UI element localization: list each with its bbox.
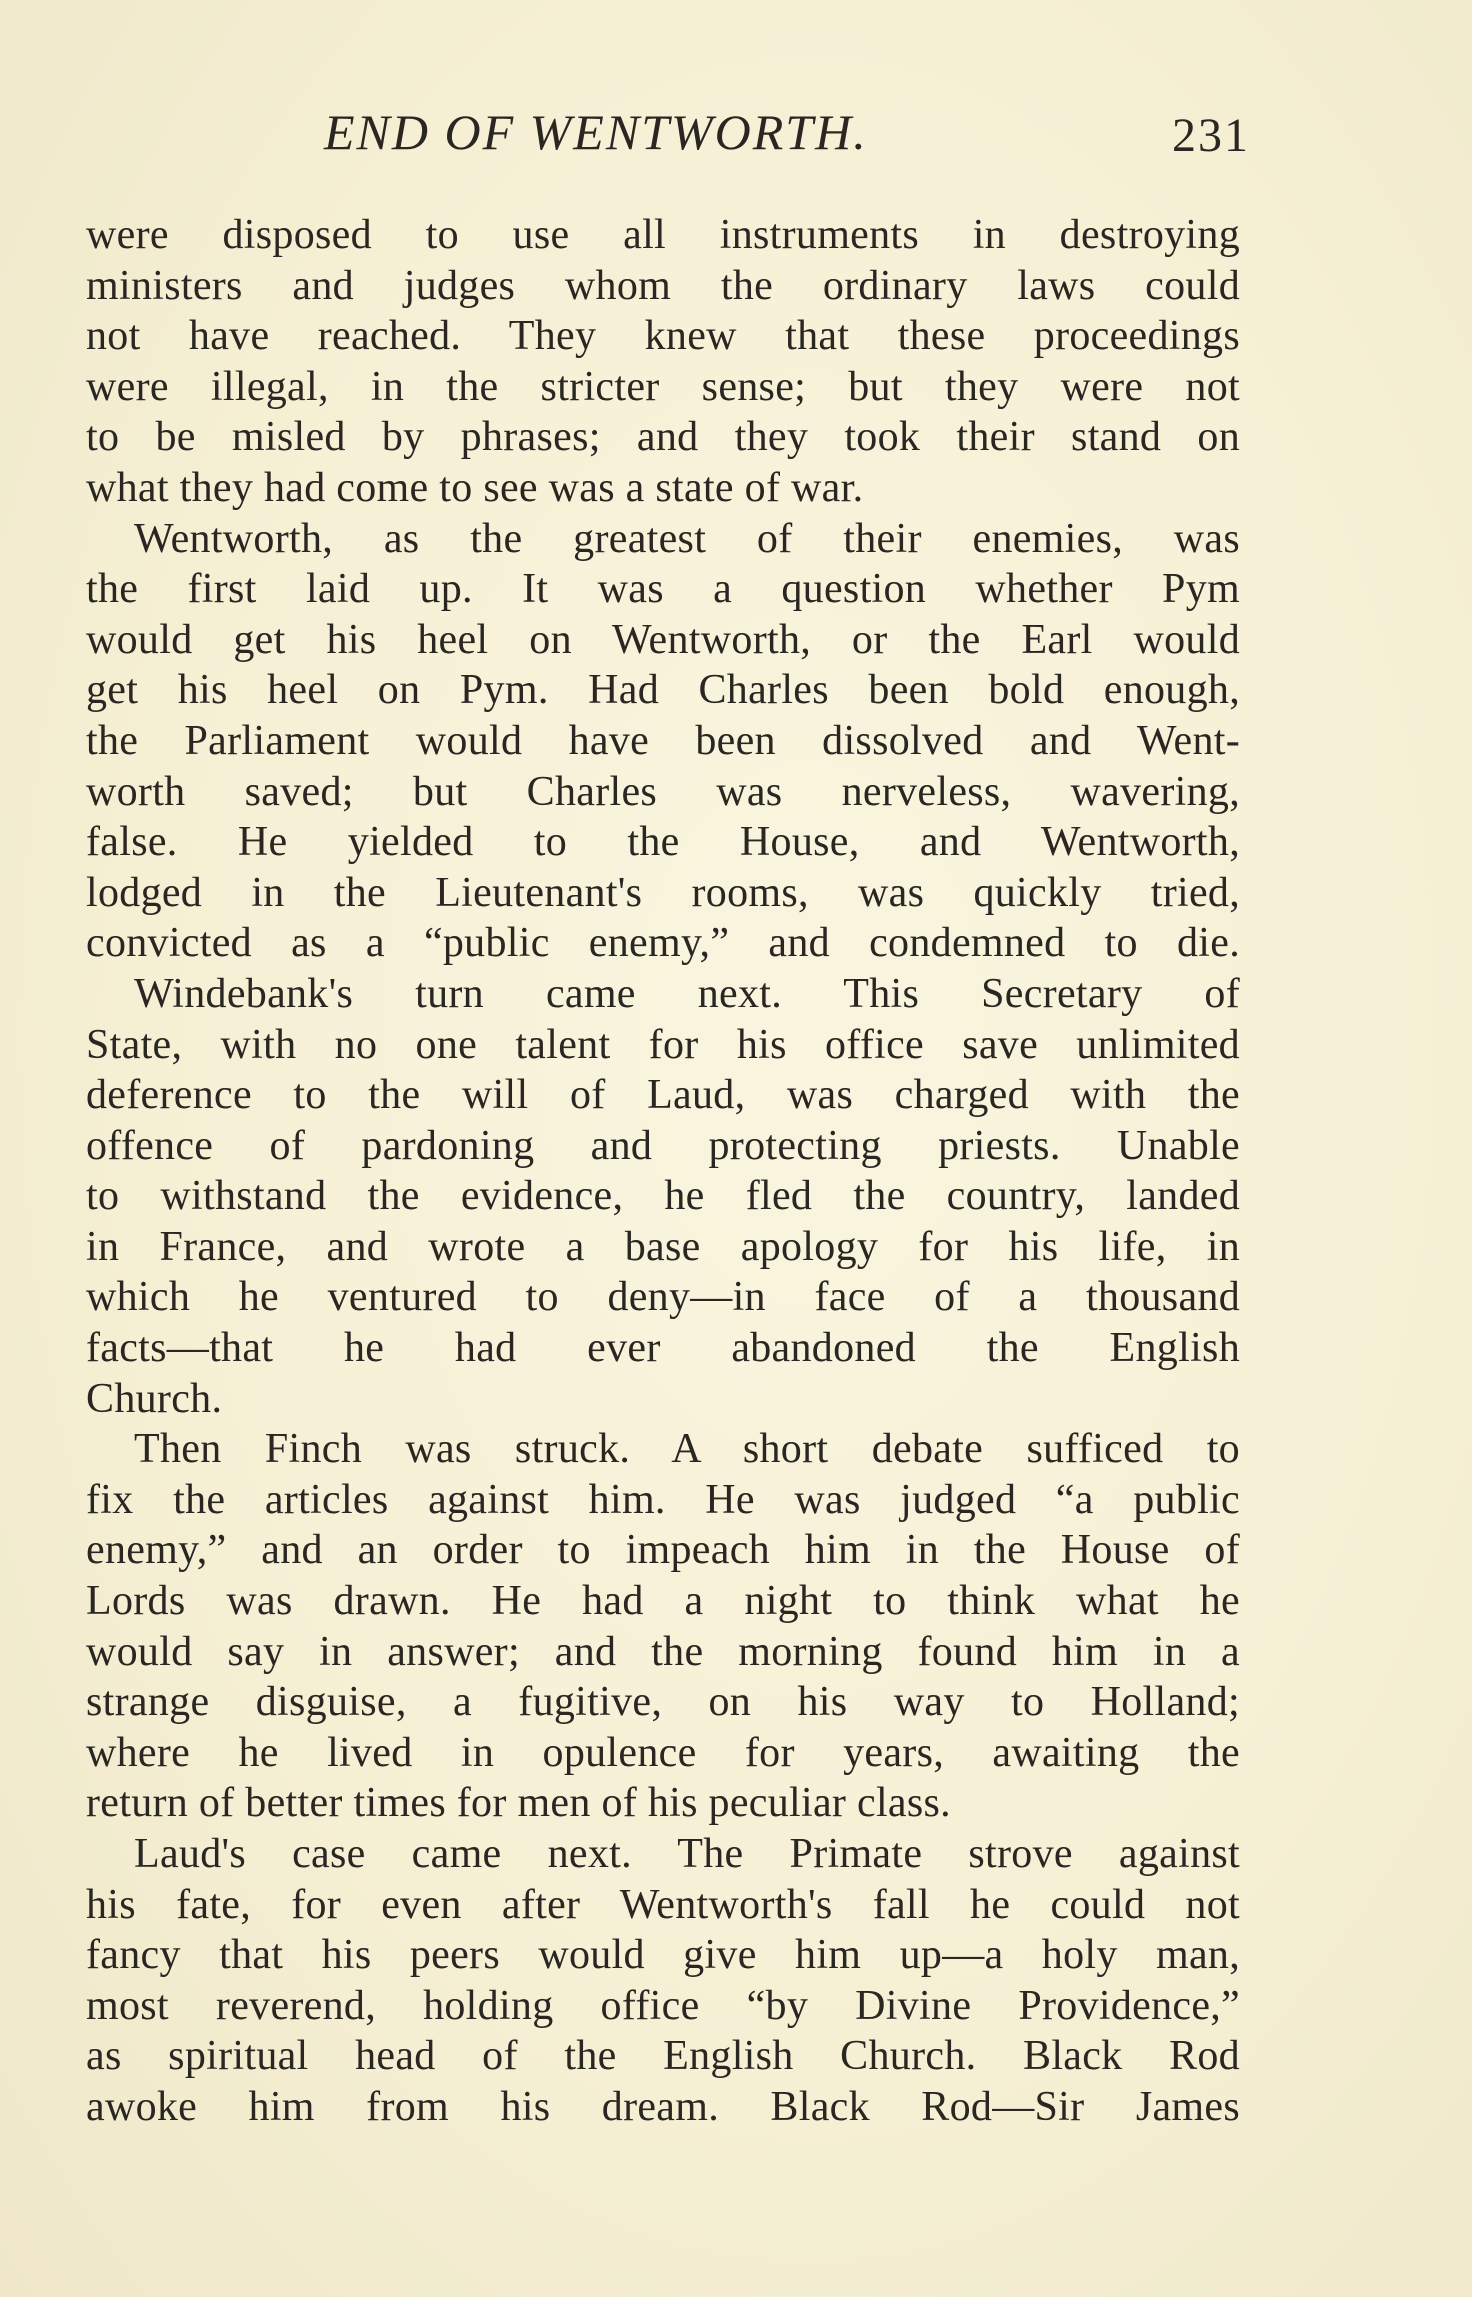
text-line: would say in answer; and the morning found him in a (86, 1628, 1240, 1675)
text-line: awoke him from his dream. Black Rod—Sir James (86, 2083, 1240, 2130)
text-line: where he lived in opulence for years, awaiting the (86, 1729, 1240, 1776)
running-title: END OF WENTWORTH. (324, 104, 868, 160)
text-line: return of better times for men of his peculiar class. (86, 1780, 951, 1827)
text-line: State, with no one talent for his office save unlimited (86, 1021, 1240, 1068)
paragraph-start-line: Wentworth, as the greatest of their enemies, was (134, 515, 1240, 562)
body-text (86, 210, 1240, 2133)
text-line: worth saved; but Charles was nerveless, wavering, (86, 768, 1240, 815)
text-line: false. He yielded to the House, and Wentworth, (86, 819, 1240, 866)
paragraph-start-line: Windebank's turn came next. This Secretary of (134, 970, 1240, 1017)
text-line: most reverend, holding office “by Divine Providence,” (86, 1982, 1240, 2029)
text-line: would get his heel on Wentworth, or the Earl would (86, 616, 1240, 663)
text-line: what they had come to see was a state of war. (86, 464, 864, 511)
text-line: to withstand the evidence, he fled the country, landed (86, 1173, 1240, 1220)
paragraph-start-line: Then Finch was struck. A short debate sufficed to (134, 1426, 1240, 1473)
text-line: enemy,” and an order to impeach him in the House of (86, 1527, 1240, 1574)
text-line: fancy that his peers would give him up—a holy man, (86, 1932, 1240, 1979)
text-line: his fate, for even after Wentworth's fall he could not (86, 1881, 1240, 1928)
text-line: fix the articles against him. He was judged “a public (86, 1476, 1240, 1523)
text-line: Church. (86, 1375, 223, 1422)
text-line: get his heel on Pym. Had Charles been bold enough, (86, 667, 1240, 714)
text-line: as spiritual head of the English Church. Black Rod (86, 2033, 1240, 2080)
text-line: facts—that he had ever abandoned the English (86, 1325, 1240, 1372)
text-line: strange disguise, a fugitive, on his way to Holland; (86, 1679, 1240, 1726)
text-line: ministers and judges whom the ordinary laws could (86, 262, 1240, 309)
text-line: in France, and wrote a base apology for his life, in (86, 1223, 1240, 1270)
text-line: convicted as a “public enemy,” and condemned to die. (86, 920, 1240, 967)
text-line: which he ventured to deny—in face of a thousand (86, 1274, 1240, 1321)
page-number: 231 (1172, 109, 1250, 162)
text-line: Lords was drawn. He had a night to think what he (86, 1578, 1240, 1625)
text-line: to be misled by phrases; and they took their stand on (86, 414, 1240, 461)
text-line: were illegal, in the stricter sense; but they were not (86, 363, 1240, 410)
paragraph-start-line: Laud's case came next. The Primate strove against (134, 1831, 1240, 1877)
page-header (84, 102, 1250, 162)
text-line: lodged in the Lieutenant's rooms, was quickly tried, (86, 869, 1240, 916)
text-line: were disposed to use all instruments in destroying (86, 212, 1240, 258)
text-line: deference to the will of Laud, was charged with the (86, 1072, 1240, 1119)
text-line: the Parliament would have been dissolved and Went- (86, 717, 1240, 764)
text-line: offence of pardoning and protecting priests. Unable (86, 1122, 1240, 1169)
text-line: the first laid up. It was a question whether Pym (86, 566, 1240, 613)
text-line: not have reached. They knew that these proceedings (86, 313, 1240, 360)
